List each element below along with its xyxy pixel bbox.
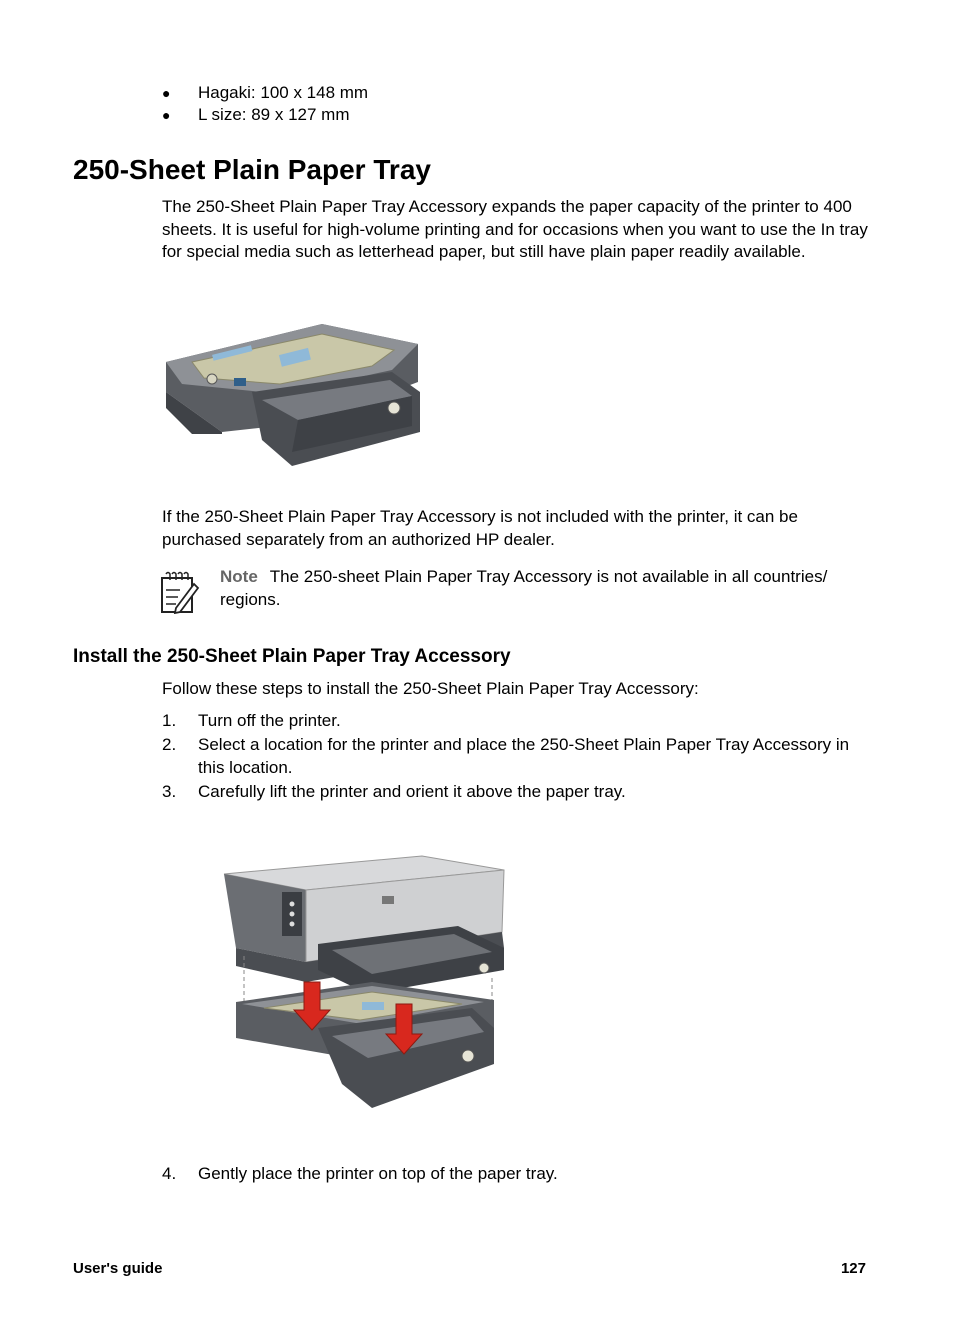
steps-intro: Follow these steps to install the 250-Sheet Plain Paper Tray Accessory: <box>162 679 699 698</box>
note-label: Note <box>220 567 258 586</box>
paper-tray-illustration <box>162 322 424 468</box>
step-item <box>162 1162 872 1185</box>
bullet-icon: ● <box>162 85 171 101</box>
bullet-icon: ● <box>162 107 171 123</box>
footer-guide-title: User's guide <box>73 1260 163 1277</box>
steps-list <box>162 709 872 804</box>
step-text: Turn off the printer. <box>198 711 341 730</box>
bullet-list <box>162 82 368 126</box>
step-number: 3. <box>162 782 177 801</box>
step-text: Gently place the printer on top of the paper tray. <box>198 1164 558 1183</box>
step-text: Carefully lift the printer and orient it above the paper tray. <box>198 782 626 801</box>
subsection-heading: Install the 250-Sheet Plain Paper Tray Accessory <box>73 646 511 667</box>
list-item <box>162 104 368 126</box>
step-item <box>162 780 872 803</box>
section-heading: 250-Sheet Plain Paper Tray <box>73 154 431 185</box>
step-item <box>162 709 872 732</box>
step-number: 1. <box>162 711 177 730</box>
availability-paragraph: If the 250-Sheet Plain Paper Tray Accessory is not included with the printer, it can be purchased separately from an authorized HP dealer. <box>162 507 798 549</box>
list-item <box>162 82 368 104</box>
step-text: Select a location for the printer and place the 250-Sheet Plain Paper Tray Accessory in this location. <box>198 735 850 777</box>
intro-paragraph: The 250-Sheet Plain Paper Tray Accessory expands the paper capacity of the printer to 400 sheets. It is useful for high-volume printing and for occasions when you want to use the In tray for special media such as letterhead paper, but still have plain paper readily available. <box>162 197 868 261</box>
note-text: The 250-sheet Plain Paper Tray Accessory is not available in all countries/ regions. <box>220 567 828 609</box>
list-item-text: L size: 89 x 127 mm <box>198 105 350 124</box>
note-icon <box>160 570 200 614</box>
note <box>220 566 870 611</box>
page-number: 127 <box>840 1260 866 1277</box>
step-item <box>162 733 872 779</box>
step-number: 4. <box>162 1164 177 1183</box>
list-item-text: Hagaki: 100 x 148 mm <box>198 83 369 102</box>
printer-install-illustration <box>222 852 508 1112</box>
step-number: 2. <box>162 735 177 754</box>
